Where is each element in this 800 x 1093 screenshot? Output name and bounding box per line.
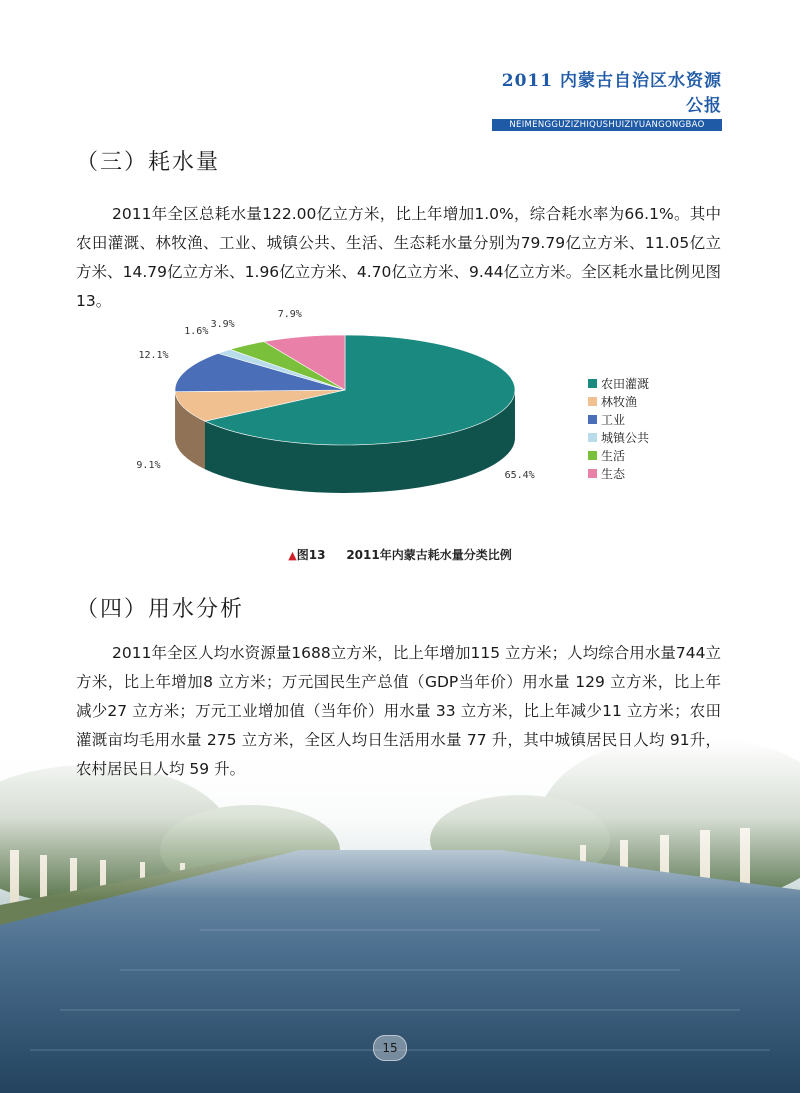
section-4-heading: （四）用水分析 [76,597,245,622]
legend-label: 生活 [601,448,626,463]
legend-swatch [588,379,597,388]
pie-label-3: 1.6% [184,326,209,338]
legend-label: 工业 [601,412,626,427]
report-title: 2011 内蒙古自治区水资源公报 [501,71,722,116]
pie-label-5: 7.9% [277,309,302,321]
pie-label-2: 12.1% [138,349,169,361]
pie-label-1: 9.1% [136,460,161,472]
section-4-paragraph: 2011年全区人均水资源量1688立方米，比上年增加115 立方米；人均综合用水量744立方米，比上年增加8 立方米；万元国民生产总值（GDP当年价）用水量 129 立方米，比上年减少27 立方米；万元工业增加值（当年价）用水量 33 立方米，比上年减少11 立方米；农田灌溉亩均毛用水量 275 立方米，全区人均日生活用水量 77 升，其中城镇居民日人均 91升，农村居民日人均 59 升。 [76,644,721,778]
legend-swatch [588,433,597,442]
figure-number: 图13 [296,548,326,562]
legend-label: 农田灌溉 [601,376,650,391]
legend-label: 生态 [601,466,626,481]
legend-item [588,464,649,482]
legend-swatch [588,397,597,406]
pie-label-0: 65.4% [504,470,535,482]
page-number: 15 [373,1035,407,1061]
section-3-heading: （三）耗水量 [76,150,221,175]
legend-item [588,392,649,410]
legend-label: 林牧渔 [601,394,638,409]
legend-swatch [588,469,597,478]
caption-marker-icon: ▲ [288,549,297,562]
legend-item [588,410,649,428]
chart-legend [588,374,649,482]
legend-item [588,374,649,392]
figure-caption [0,546,800,563]
legend-item [588,428,649,446]
legend-swatch [588,415,597,424]
report-subtitle-bar: NEIMENGGUZIZHIQUSHUIZIYUANGONGBAO [492,119,722,131]
section-3-paragraph: 2011年全区总耗水量122.00亿立方米，比上年增加1.0%，综合耗水率为66.1%。其中农田灌溉、林牧渔、工业、城镇公共、生活、生态耗水量分别为79.79亿立方米、11.05亿立方米、14.79亿立方米、1.96亿立方米、4.70亿立方米、9.44亿立方米。全区耗水量比例见图13。 [76,205,721,310]
pie-label-4: 3.9% [210,319,235,331]
legend-swatch [588,451,597,460]
page-header [492,66,722,131]
figure-title: 2011年内蒙古耗水量分类比例 [346,548,512,562]
legend-item [588,446,649,464]
legend-label: 城镇公共 [601,430,650,445]
